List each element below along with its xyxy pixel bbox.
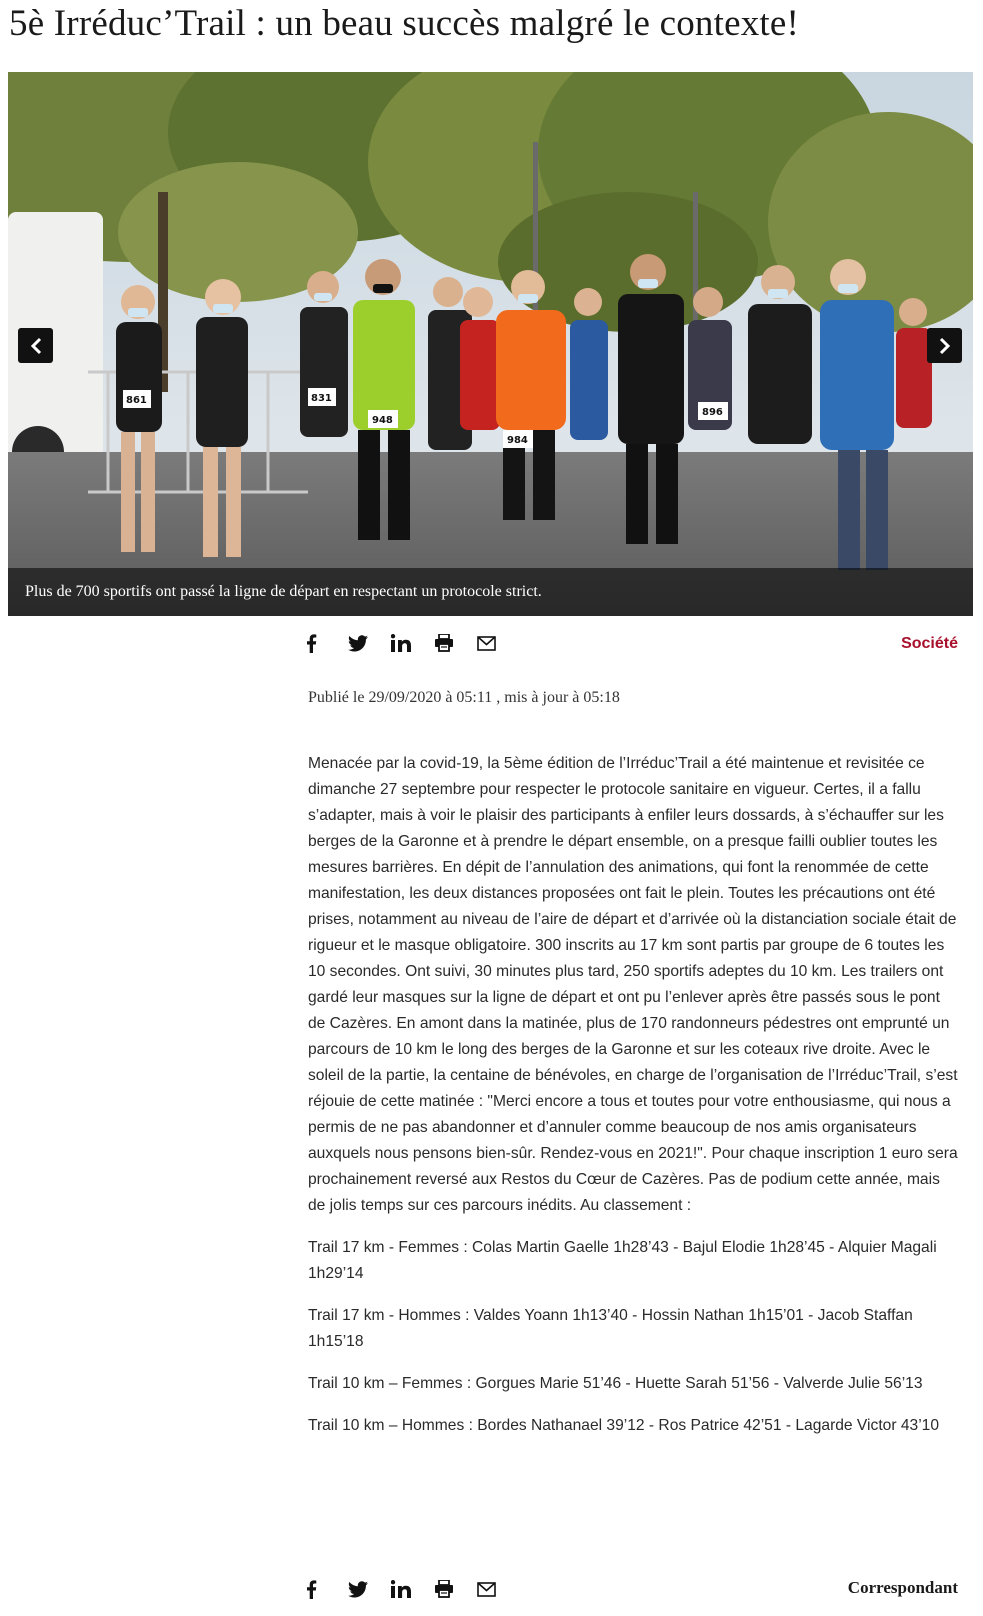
carousel-next-button[interactable]	[927, 328, 962, 363]
share-linkedin-button[interactable]	[391, 1576, 434, 1602]
chevron-right-icon	[938, 337, 952, 355]
article-paragraph: Trail 17 km - Hommes : Valdes Yoann 1h13’40 - Hossin Nathan 1h15’01 - Jacob Staffan 1h15’18	[308, 1307, 913, 1350]
article-body	[308, 751, 960, 1455]
share-twitter-button[interactable]	[348, 630, 391, 656]
image-caption: Plus de 700 sportifs ont passé la ligne de départ en respectant un protocole strict.	[8, 568, 973, 616]
photo-carousel[interactable]	[8, 72, 973, 616]
publish-date: Publié le 29/09/2020 à 05:11 , mis à jour à 05:18	[308, 689, 620, 706]
article-title: 5è Irréduc’Trail : un beau succès malgré le contexte!	[9, 3, 800, 44]
chevron-left-icon	[29, 337, 43, 355]
share-bar-bottom	[305, 1576, 520, 1602]
bib-label: 948	[372, 415, 393, 426]
article-paragraph: Menacée par la covid-19, la 5ème édition de l’Irréduc’Trail a été maintenue et revisitée ce dimanche 27 septembre pour respecter le protocole sanitaire en vigueur. Certes, il a fallu s’adapter, mais à voir le plaisir des participants à enfiler leurs dossards, à s’échauffer sur les berges de la Garonne et à prendre le départ ensemble, on a presque failli oublier toutes les mesures barrières. En dépit de l’annulation des animations, qui font la renommée de cette manifestation, les deux distances proposées ont fait le plein. Toutes les précautions ont été prises, notamment au niveau de l’aire de départ et d’arrivée où la distanciation sociale était de rigueur et le masque obligatoire. 300 inscrits au 17 km sont partis par groupe de 6 toutes les 10 secondes. Ont suivi, 30 minutes plus tard, 250 sportifs adeptes du 10 km. Les trailers ont gardé leur masques sur la ligne de départ et ont pu l’enlever après être passés sous le pont de Cazères. En amont dans la matinée, plus de 170 randonneurs pédestres ont emprunté un parcours de 10 km le long des berges de la Garonne et sur les coteaux rive droite. Avec le soleil de la partie, la centaine de bénévoles, en charge de l’organisation de l’Irréduc’Trail, s’est réjouie de cette matinée : "Merci encore a tous et toutes pour votre enthousiasme, qui nous a permis de ne pas abandonner et d’annuler comme beaucoup de nos amis organisateurs auxquels nous pensons bien-sûr. Rendez-vous en 2021!". Pour chaque inscription 1 euro sera prochainement reversé aux Restos du Cœur de Cazères. Pas de podium cette année, mais de jolis temps sur ces parcours inédits. Au classement :	[308, 755, 958, 1214]
bib-label: 896	[702, 407, 723, 418]
bib-label: 984	[507, 435, 528, 446]
linkedin-icon	[391, 634, 411, 652]
share-bar-top	[305, 630, 520, 656]
article-author: Correspondant	[847, 1578, 958, 1597]
bib-label: 861	[126, 395, 147, 406]
mail-icon	[477, 1582, 496, 1597]
mail-icon	[477, 636, 496, 651]
linkedin-icon	[391, 1580, 411, 1598]
share-mail-button[interactable]	[477, 630, 520, 656]
print-button[interactable]	[434, 630, 477, 656]
article-paragraph: Trail 10 km – Hommes : Bordes Nathanael 39’12 - Ros Patrice 42’51 - Lagarde Victor 43’10	[308, 1417, 939, 1434]
twitter-icon	[348, 1581, 368, 1598]
share-linkedin-button[interactable]	[391, 630, 434, 656]
race-start-photo	[8, 72, 973, 616]
print-icon	[434, 1580, 454, 1598]
share-twitter-button[interactable]	[348, 1576, 391, 1602]
print-icon	[434, 634, 454, 652]
category-link[interactable]: Société	[901, 635, 958, 652]
article-paragraph: Trail 17 km - Femmes : Colas Martin Gaelle 1h28’43 - Bajul Elodie 1h28’45 - Alquier Magali 1h29’14	[308, 1239, 937, 1282]
print-button[interactable]	[434, 1576, 477, 1602]
article-paragraph: Trail 10 km – Femmes : Gorgues Marie 51’46 - Huette Sarah 51’56 - Valverde Julie 56’13	[308, 1375, 923, 1392]
bib-label: 831	[311, 393, 332, 404]
share-mail-button[interactable]	[477, 1576, 520, 1602]
share-facebook-button[interactable]	[305, 1576, 348, 1602]
twitter-icon	[348, 635, 368, 652]
carousel-prev-button[interactable]	[18, 328, 53, 363]
facebook-icon	[305, 634, 317, 653]
facebook-icon	[305, 1580, 317, 1599]
share-facebook-button[interactable]	[305, 630, 348, 656]
